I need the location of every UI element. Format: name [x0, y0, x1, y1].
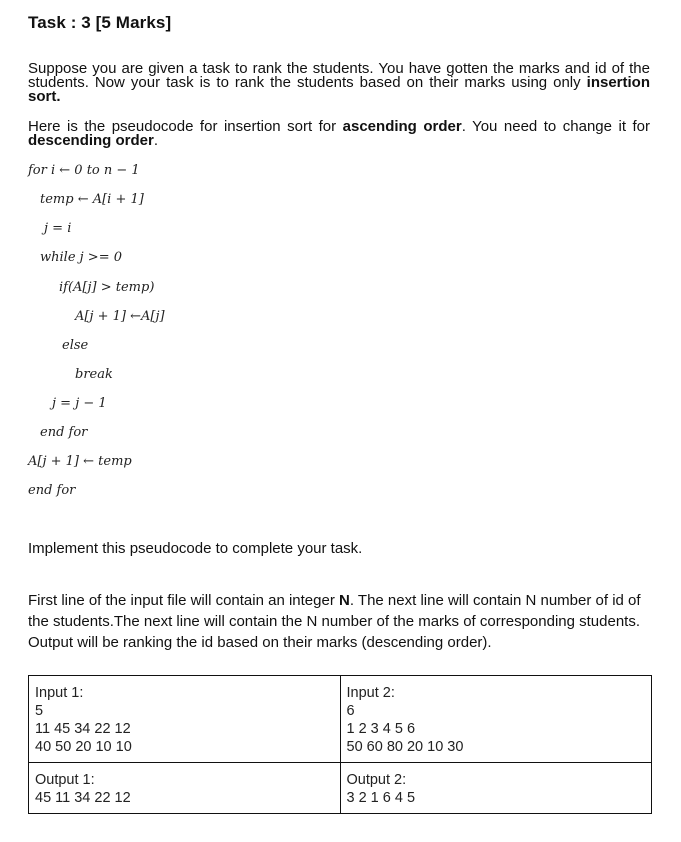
intro-bold: insertion sort. [28, 74, 650, 105]
output-2-result: 3 2 1 6 4 5 [346, 790, 416, 806]
code-line: j = j − 1 [52, 396, 107, 411]
pseudocode-intro-text-2: . You need to change it for [461, 118, 650, 135]
input-1-cell [29, 676, 341, 763]
output-2-cell [340, 763, 652, 814]
implement-instruction: Implement this pseudocode to complete your task. [28, 540, 363, 557]
output-1-label: Output 1: [35, 772, 95, 788]
examples-table [28, 675, 652, 814]
intro-text: Suppose you are given a task to rank the students. You have gotten the marks and id of the students. Now your task is to rank the students based on their marks using only [28, 60, 650, 91]
input-2-marks: 50 60 80 20 10 30 [346, 739, 464, 755]
code-line: temp ← A[i + 1] [40, 192, 144, 207]
input-1-n: 5 [35, 703, 44, 719]
code-line: A[j + 1] ←A[j] [75, 309, 165, 324]
code-line: break [75, 367, 113, 382]
input-row [29, 676, 652, 763]
task-title: Task : 3 [5 Marks] [28, 13, 172, 32]
ascending-order-bold: ascending order [342, 118, 462, 135]
input-2-cell [340, 676, 652, 763]
code-line: A[j + 1] ← temp [28, 454, 132, 469]
code-line: end for [28, 483, 76, 498]
input-description-text-1: First line of the input file will contain an integer [28, 592, 339, 609]
code-line: for i ← 0 to n − 1 [28, 163, 140, 178]
input-2-n: 6 [346, 703, 355, 719]
input-2-label: Input 2: [346, 685, 395, 701]
pseudocode-intro-text-3: . [153, 132, 159, 149]
output-2-label: Output 2: [346, 772, 407, 788]
code-line: end for [40, 425, 88, 440]
code-line: else [62, 338, 89, 353]
pseudocode-intro-text-1: Here is the pseudocode for insertion sort for [28, 118, 343, 135]
output-1-cell [29, 763, 341, 814]
code-line: j = i [44, 221, 72, 236]
input-2-ids: 1 2 3 4 5 6 [346, 721, 416, 737]
output-row [29, 763, 652, 814]
code-line: while j >= 0 [40, 250, 122, 265]
input-1-label: Input 1: [35, 685, 84, 701]
output-1-result: 45 11 34 22 12 [35, 790, 131, 806]
descending-order-bold: descending order [28, 132, 154, 149]
n-bold: N [339, 592, 350, 609]
intro-paragraph [28, 62, 650, 104]
input-1-ids: 11 45 34 22 12 [35, 721, 131, 737]
pseudocode-intro-paragraph [28, 120, 650, 148]
code-line: if(A[j] > temp) [59, 280, 155, 295]
input-description-paragraph [28, 590, 650, 653]
input-1-marks: 40 50 20 10 10 [35, 739, 132, 755]
input-description-text-2: . The next line will contain N number of id of the students.The next line will contain the N number of the marks of corresponding students. Output will be ranking the id based on their marks (descending order). [28, 592, 641, 651]
